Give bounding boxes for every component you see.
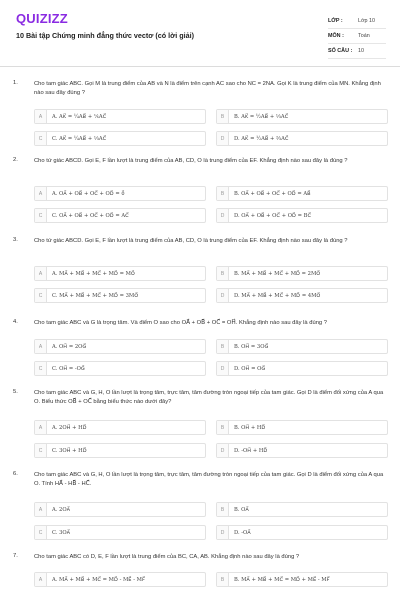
option-text: A. MA⃗ + MB⃗ + MC⃗ = MD⃗ - ME⃗ - MF⃗ xyxy=(52,576,145,583)
meta-row-count xyxy=(328,44,386,59)
option-text: C. 3OA⃗ xyxy=(52,529,71,536)
option-text: A. 2OA⃗ xyxy=(52,506,71,513)
option-letter: A xyxy=(35,267,47,280)
question-number: 3. xyxy=(13,237,18,243)
question-number: 1. xyxy=(13,80,18,86)
meta-row-class xyxy=(328,14,386,29)
question-text: Cho tứ giác ABCD. Gọi E, F lần lượt là trung điểm của AB, CD, O là trung điểm của EF. Khẳng định nào sau đây là đúng ? xyxy=(34,158,348,164)
option-text: D. OH⃗ = OG⃗ xyxy=(234,365,266,372)
option-text: A. AK⃗ = ¼AB⃗ + ⅙AC⃗ xyxy=(52,113,107,120)
option-letter: C xyxy=(35,526,47,539)
meta-label: SỐ CÂU : xyxy=(328,48,353,54)
option-text: C. 3OH⃗ + HD⃗ xyxy=(52,447,87,454)
option-d[interactable] xyxy=(216,443,388,458)
option-letter: D xyxy=(217,526,229,539)
question-text: Cho tứ giác ABCD. Gọi E, F lần lượt là trung điểm của AB, CD, O là trung điểm của EF. Khẳng định nào sau đây là đúng ? xyxy=(34,238,348,244)
option-letter: B xyxy=(217,503,229,516)
option-letter: A xyxy=(35,110,47,123)
option-text: A. MA⃗ + MB⃗ + MC⃗ + MD⃗ = MO⃗ xyxy=(52,270,135,277)
page-title: 10 Bài tập Chứng minh đẳng thức vectơ (có lời giải) xyxy=(16,31,194,40)
option-letter: B xyxy=(217,421,229,434)
question-number: 7. xyxy=(13,553,18,559)
question-text: Cho tam giác ABC và G, H, O lần lượt là trọng tâm, trực tâm, tâm đường tròn ngoại tiếp của tam giác. Gọi D là điểm đối xứng của A qua O. Tính HA⃗ - HB⃗ - HC⃗. xyxy=(34,472,384,487)
meta-value: 10 xyxy=(358,48,364,54)
option-letter: D xyxy=(217,444,229,457)
meta-row-subject xyxy=(328,29,386,44)
option-letter: C xyxy=(35,209,47,222)
option-c[interactable] xyxy=(34,525,206,540)
option-letter: C xyxy=(35,132,47,145)
option-b[interactable] xyxy=(216,420,388,435)
option-b[interactable] xyxy=(216,186,388,201)
option-text: B. OH⃗ = 3OG⃗ xyxy=(234,343,269,350)
option-letter: C xyxy=(35,289,47,302)
option-text: A. OA⃗ + OB⃗ + OC⃗ + OD⃗ = 0⃗ xyxy=(52,190,125,197)
option-c[interactable] xyxy=(34,288,206,303)
option-a[interactable] xyxy=(34,266,206,281)
option-text: C. AK⃗ = ¼AB⃗ + ⅓AC⃗ xyxy=(52,135,107,142)
option-letter: A xyxy=(35,573,47,586)
option-b[interactable] xyxy=(216,109,388,124)
option-letter: A xyxy=(35,421,47,434)
option-letter: C xyxy=(35,362,47,375)
option-letter: B xyxy=(217,110,229,123)
option-b[interactable] xyxy=(216,502,388,517)
option-d[interactable] xyxy=(216,525,388,540)
option-a[interactable] xyxy=(34,109,206,124)
option-c[interactable] xyxy=(34,131,206,146)
option-letter: D xyxy=(217,209,229,222)
option-letter: D xyxy=(217,132,229,145)
option-letter: D xyxy=(217,362,229,375)
option-c[interactable] xyxy=(34,443,206,458)
option-b[interactable] xyxy=(216,572,388,587)
option-letter: C xyxy=(35,444,47,457)
option-text: B. AK⃗ = ½AB⃗ + ⅓AC⃗ xyxy=(234,113,289,120)
question-text: Cho tam giác ABC và G, H, O lần lượt là trọng tâm, trực tâm, tâm đường tròn ngoại tiếp của tam giác. Gọi D là điểm đối xứng của A qua O. Biểu thức OB⃗ + OC⃗ bằng biểu thức nào dưới đây? xyxy=(34,390,384,405)
option-d[interactable] xyxy=(216,288,388,303)
option-b[interactable] xyxy=(216,266,388,281)
option-text: C. MA⃗ + MB⃗ + MC⃗ + MD⃗ = 3MO⃗ xyxy=(52,292,139,299)
option-text: B. MA⃗ + MB⃗ + MC⃗ = MD⃗ + ME⃗ - MF⃗ xyxy=(234,576,330,583)
option-text: C. OH⃗ = -OG⃗ xyxy=(52,365,85,372)
meta-label: MÔN : xyxy=(328,33,344,39)
option-a[interactable] xyxy=(34,420,206,435)
quizizz-logo: QUIZIZZ xyxy=(16,11,68,26)
option-a[interactable] xyxy=(34,339,206,354)
option-text: B. OH⃗ + HD⃗ xyxy=(234,424,266,431)
option-text: D. MA⃗ + MB⃗ + MC⃗ + MD⃗ = 4MO⃗ xyxy=(234,292,321,299)
question-number: 5. xyxy=(13,389,18,395)
option-a[interactable] xyxy=(34,572,206,587)
option-c[interactable] xyxy=(34,208,206,223)
option-letter: A xyxy=(35,503,47,516)
option-letter: A xyxy=(35,340,47,353)
question-number: 4. xyxy=(13,319,18,325)
option-d[interactable] xyxy=(216,208,388,223)
question-number: 2. xyxy=(13,157,18,163)
question-text: Cho tam giác ABC có D, E, F lần lượt là trung điểm của BC, CA, AB. Khẳng định nào sau đây là đúng ? xyxy=(34,554,300,560)
option-text: B. OA⃗ + OB⃗ + OC⃗ + OD⃗ = AB⃗ xyxy=(234,190,311,197)
meta-value: Toán xyxy=(358,33,370,39)
option-text: A. 2OH⃗ + HD⃗ xyxy=(52,424,87,431)
meta-value: Lớp 10 xyxy=(358,18,376,24)
option-text: C. OA⃗ + OB⃗ + OC⃗ + OD⃗ = AC⃗ xyxy=(52,212,129,219)
option-a[interactable] xyxy=(34,502,206,517)
header-divider xyxy=(0,66,400,67)
option-letter: B xyxy=(217,573,229,586)
option-text: B. OA⃗ xyxy=(234,506,249,513)
option-text: D. -OA⃗ xyxy=(234,529,251,536)
option-text: B. MA⃗ + MB⃗ + MC⃗ + MD⃗ = 2MO⃗ xyxy=(234,270,321,277)
meta-label: LỚP : xyxy=(328,18,343,24)
option-b[interactable] xyxy=(216,339,388,354)
option-letter: A xyxy=(35,187,47,200)
question-number: 6. xyxy=(13,471,18,477)
option-letter: B xyxy=(217,187,229,200)
option-d[interactable] xyxy=(216,131,388,146)
option-text: A. OH⃗ = 2OG⃗ xyxy=(52,343,87,350)
option-letter: B xyxy=(217,340,229,353)
option-c[interactable] xyxy=(34,361,206,376)
option-a[interactable] xyxy=(34,186,206,201)
option-letter: B xyxy=(217,267,229,280)
option-text: D. -OH⃗ + HD⃗ xyxy=(234,447,268,454)
question-text: Cho tam giác ABC và G là trọng tâm. Và điểm O sao cho OA⃗ + OB⃗ + OC⃗ = OH⃗. Khẳng định nào sau đây là đúng ? xyxy=(34,320,327,326)
option-text: D. OA⃗ + OB⃗ + OC⃗ + OD⃗ = BC⃗ xyxy=(234,212,312,219)
option-text: D. AK⃗ = ½AB⃗ + ⅔AC⃗ xyxy=(234,135,289,142)
question-text: Cho tam giác ABC. Gọi M là trung điểm của AB và N là điểm trên cạnh AC sao cho NC = 2NA. Gọi K là trung điểm của MN. Khẳng định nào sau đây đúng ? xyxy=(34,81,381,96)
meta-table xyxy=(328,14,386,59)
option-letter: D xyxy=(217,289,229,302)
option-d[interactable] xyxy=(216,361,388,376)
